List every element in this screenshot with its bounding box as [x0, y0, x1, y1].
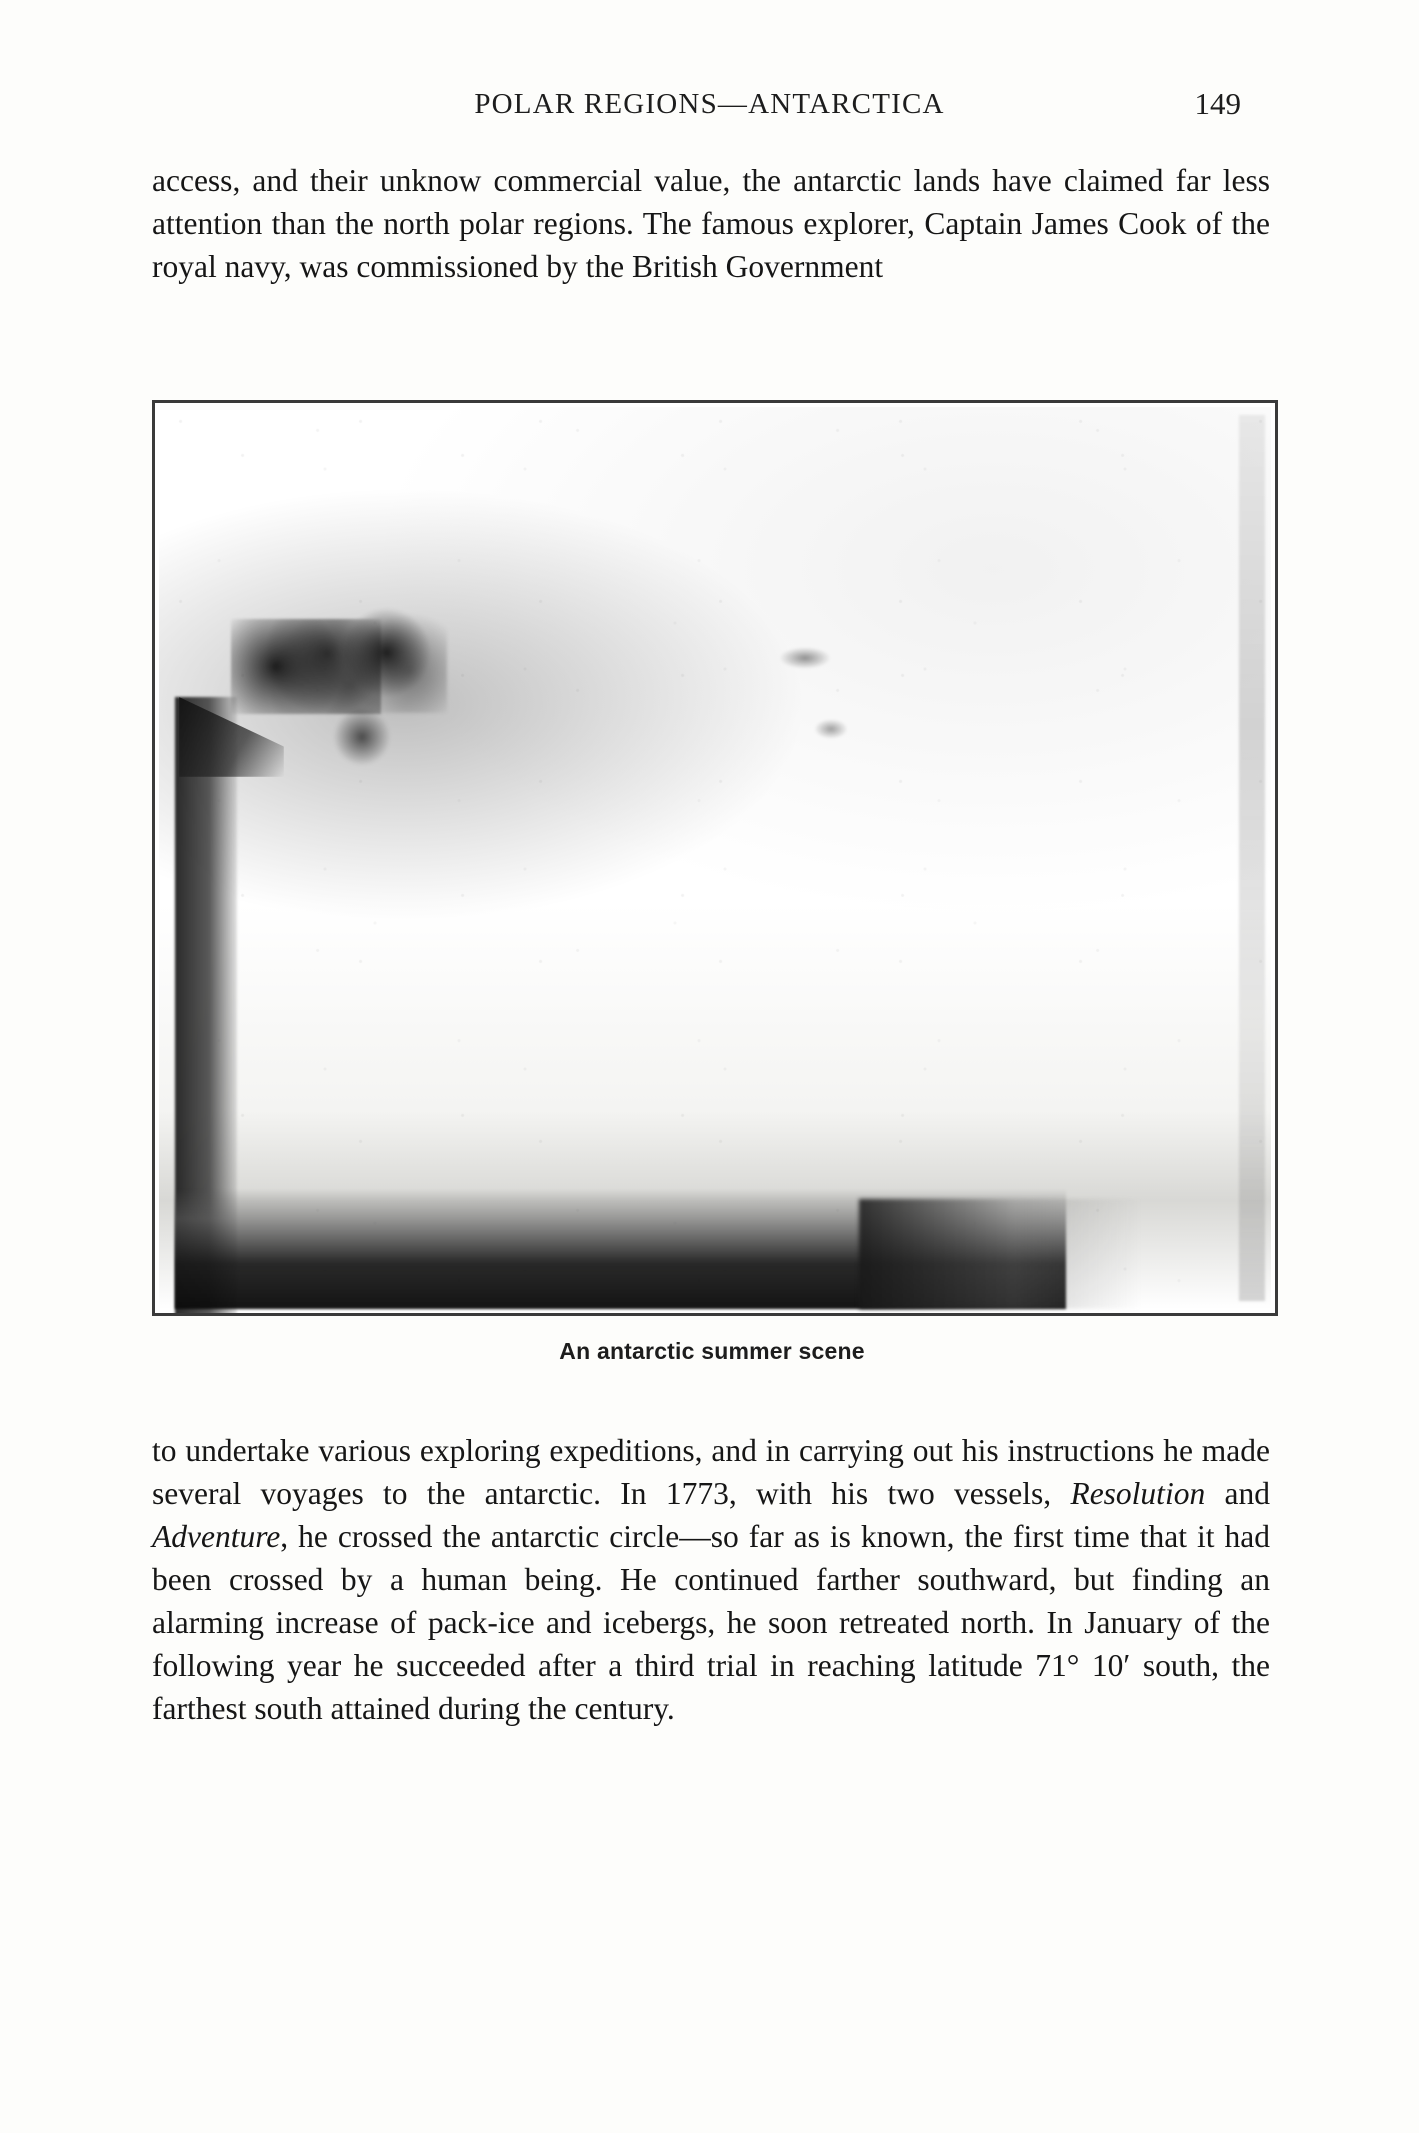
- dark-cluster-lower: [327, 707, 397, 767]
- ship-name-resolution: Resolution: [1070, 1475, 1206, 1511]
- page-number: 149: [1194, 86, 1241, 121]
- figure-caption: An antarctic summer scene: [559, 1338, 865, 1364]
- page-header: [150, 88, 1269, 128]
- distant-speck-lower: [814, 719, 848, 739]
- plate-right-margin: [1239, 415, 1265, 1301]
- body-paragraph-top: [152, 160, 1270, 289]
- paragraph-text: access, and their unknow commercial value, the antarctic lands have claimed far less attention than the north polar regions. The famous explorer, Captain James Cook of the royal navy, was commissioned by the British Government: [152, 163, 1270, 284]
- antarctic-summer-scene-photograph: [159, 407, 1271, 1309]
- figure-block: [152, 400, 1272, 1365]
- distant-speck-upper: [779, 647, 831, 669]
- figure-frame: [152, 400, 1278, 1316]
- ship-name-adventure: Adventure: [152, 1518, 281, 1554]
- paragraph-text: [152, 1430, 1270, 1731]
- body-paragraph-bottom: [152, 1430, 1270, 1731]
- foreground-fade: [859, 1199, 1141, 1309]
- running-title: POLAR REGIONS—ANTARCTICA: [474, 88, 945, 120]
- paragraph-segment-1: to undertake various exploring expeditions, and in carrying out his instructions he made several voyages to the antarctic. In 1773, with his two vessels,: [152, 1433, 1270, 1511]
- halftone-grain: [159, 407, 1271, 1309]
- dark-cluster-center: [337, 603, 447, 713]
- paragraph-segment-2: and: [1205, 1475, 1271, 1511]
- paragraph-segment-3: , he crossed the antarctic circle—so far as is known, the first time that it had been crossed by a human being. He continued farther southward, but finding an alarming increase of pack-ice and icebergs, he soon retreated north. In January of the following year he succeeded after a third trial in reaching latitude 71° 10′ south, the farthest south attained during the century.: [152, 1518, 1270, 1726]
